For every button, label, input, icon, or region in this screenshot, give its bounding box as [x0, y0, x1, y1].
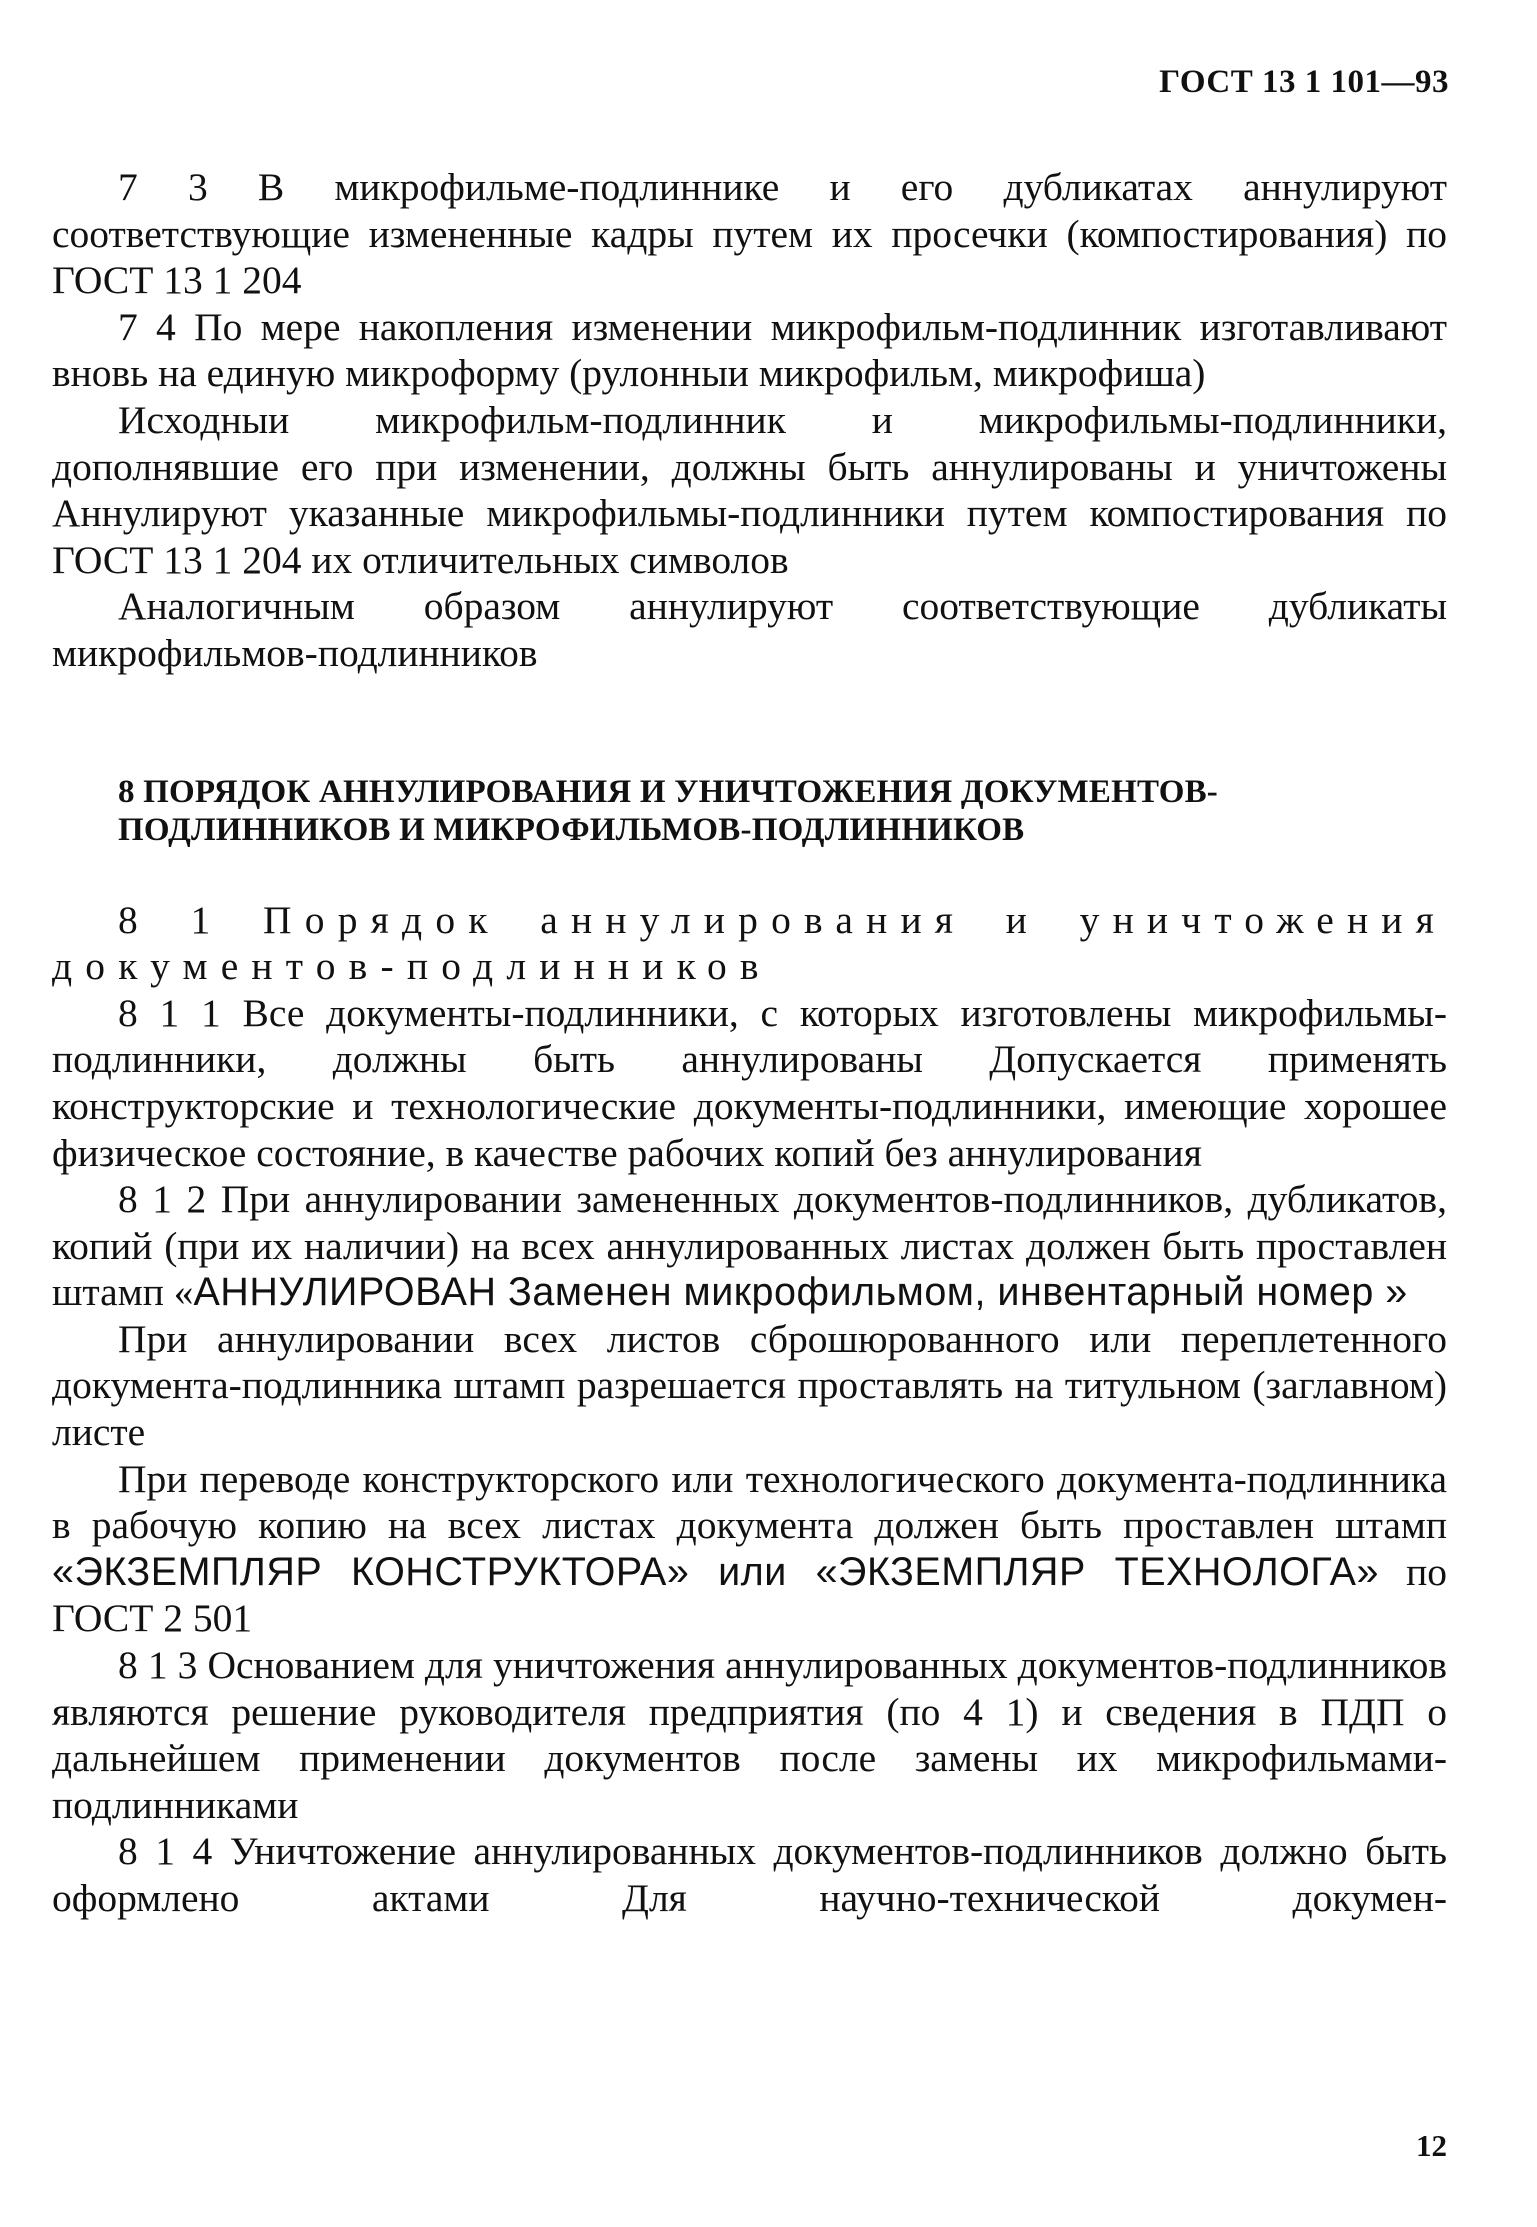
paragraph-8-1-2-text: 8 1 2 При аннулировании замененных документов-подлинников, дубликатов, копий (при их наличии) на всех аннулированных листах должен быть проставлен штамп « — [52, 1177, 1447, 1315]
page-number: 12 — [1416, 2128, 1447, 2163]
stamp-annulled-text: АННУЛИРОВАН Заменен микрофильмом, инвентарный номер » — [193, 1270, 1408, 1315]
paragraph-8-1-3: 8 1 3 Основанием для уничтожения аннулированных документов-подлинников являются решение руководителя предприятия (по 4 1) и сведения в ПДП о дальнейшем применении документов после замены их микрофильмами-подлинниками — [52, 1643, 1447, 1827]
document-code-header: ГОСТ 13 1 101—93 — [1159, 64, 1449, 100]
body-text — [52, 164, 1447, 1922]
section-gap — [52, 677, 1447, 773]
section-8-heading: 8 ПОРЯДОК АННУЛИРОВАНИЯ И УНИЧТОЖЕНИЯ ДОКУМЕНТОВ-ПОДЛИННИКОВ И МИКРОФИЛЬМОВ-ПОДЛИННИКОВ — [118, 773, 1218, 848]
paragraph-8-1-2 — [52, 1176, 1447, 1316]
paragraph-8-1-4: 8 1 4 Уничтожение аннулированных документов-подлинников должно быть оформлено актами Для научно-технической докумен- — [52, 1829, 1447, 1920]
paragraph-8-1-1: 8 1 1 Все документы-подлинники, с которых изготовлены микрофильмы-подлинники, должны быть аннулированы Допускается применять конструкторские и технологические документы-подлинники, имеющие хорошее физическое состояние, в качестве рабочих копий без аннулирования — [52, 990, 1447, 1175]
paragraph-7-4-original-microfilm: Исходныи микрофильм-подлинник и микрофильмы-подлинники, дополнявшие его при изменении, должны быть аннулированы и уничтожены Аннулируют указанные микрофильмы-подлинники путем компостирования по ГОСТ 13 1 204 их отличительных символов — [52, 397, 1447, 582]
paragraph-7-3: 7 3 В микрофильме-подлиннике и его дубликатах аннулируют соответствующие измененные кадры путем их просечки (компостирования) по ГОСТ 13 1 204 — [52, 165, 1447, 303]
subsection-8-1-title: 8 1 Порядок аннулирования и уничтожения документов-подлинников — [52, 897, 1447, 989]
paragraph-7-4-duplicates: Аналогичным образом аннулируют соответствующие дубликаты микрофильмов-подлинников — [52, 584, 1447, 675]
paragraph-8-1-2-bound-document: При аннулировании всех листов сброшюрованного или переплетенного документа-подлинника штамп разрешается проставлять на титульном (заглавном) листе — [52, 1316, 1447, 1455]
paragraph-8-1-2-working-copy-reference: по ГОСТ 2 501 — [52, 1549, 1447, 1641]
paragraph-7-4: 7 4 По мере накопления изменении микрофильм-подлинник изготавливают вновь на единую микроформу (рулонныи микрофильм, микрофиша) — [52, 304, 1447, 396]
stamp-designer-technologist-copy: «ЭКЗЕМПЛЯР КОНСТРУКТОРА» или «ЭКЗЕМПЛЯР ТЕХНОЛОГА» — [52, 1549, 1379, 1594]
paragraph-8-1-2-working-copy-text: При переводе конструкторского или технологического документа-подлинника в рабочую копию на всех листах документа должен быть проставлен штамп — [52, 1456, 1447, 1548]
paragraph-8-1-2-working-copy — [52, 1456, 1447, 1642]
